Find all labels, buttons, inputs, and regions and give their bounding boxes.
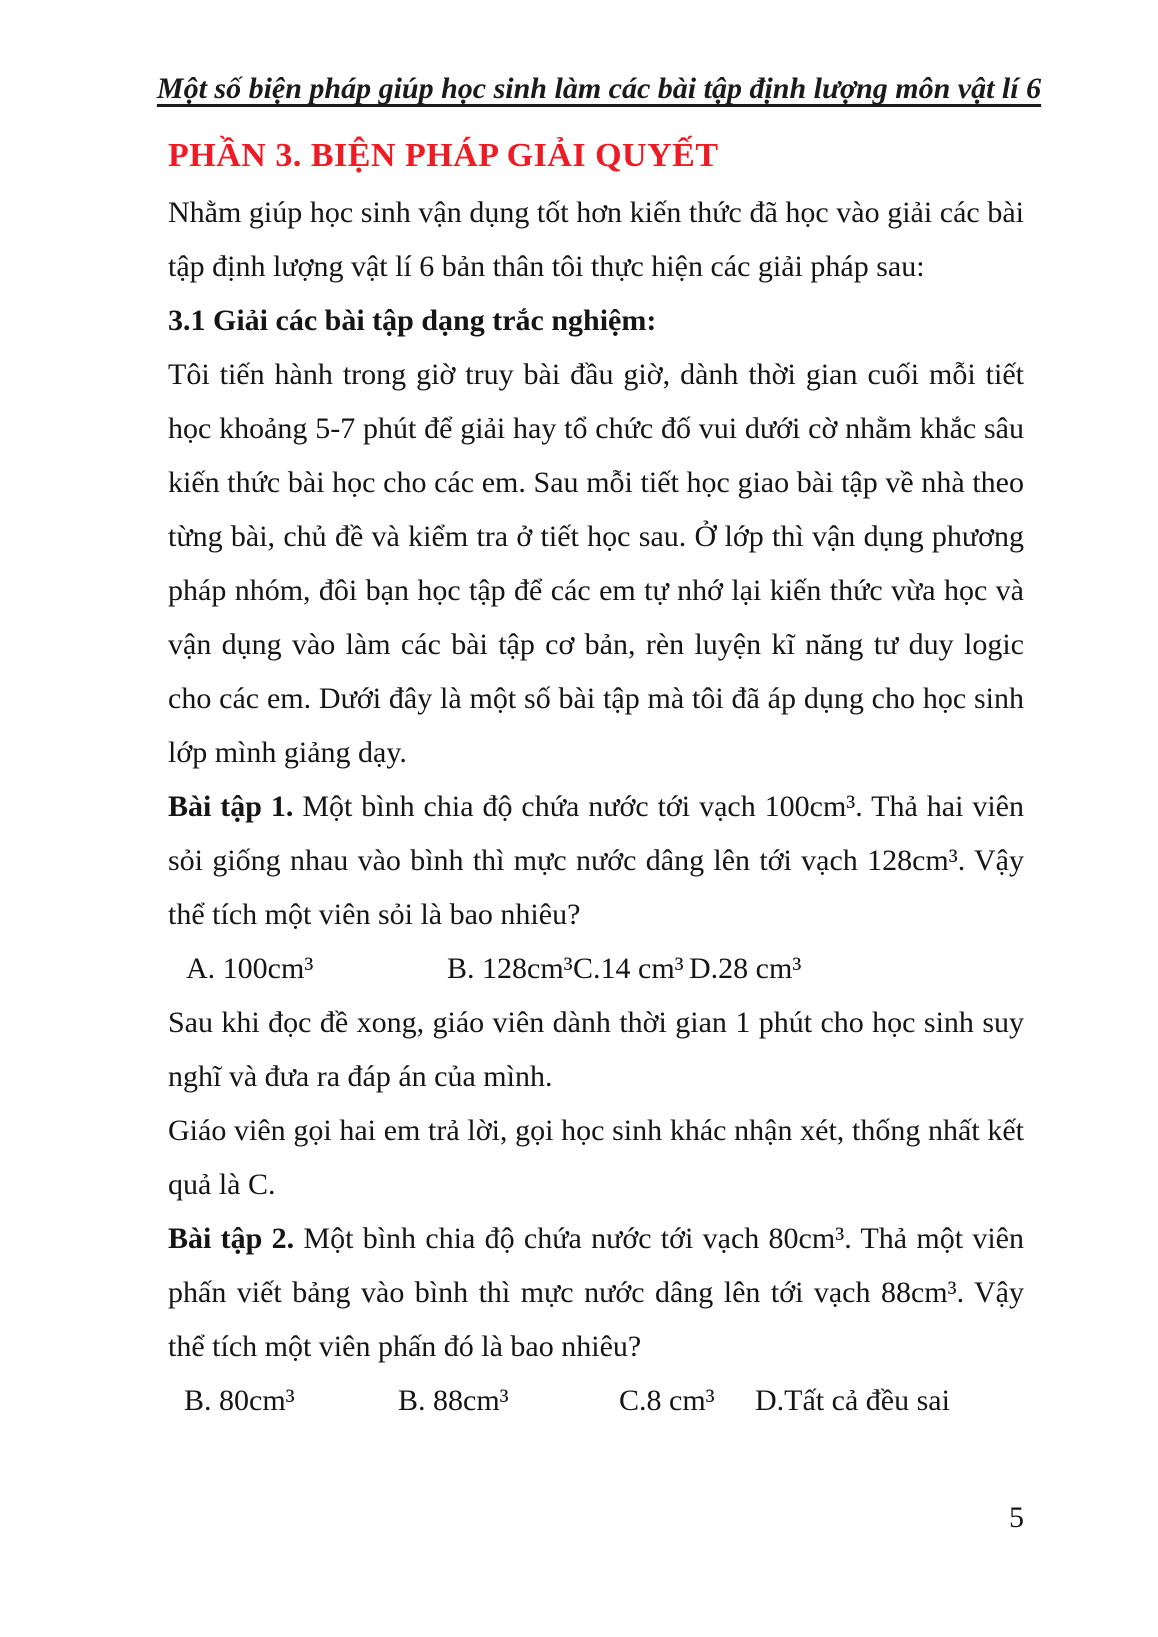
exercise1-text: Một bình chia độ chứa nước tới vạch 100cm³. Thả hai viên sỏi giống nhau vào bình thì mực nước dâng lên tới vạch 128cm³. Vậy thể tích một viên sỏi là bao nhiêu?	[168, 790, 1024, 931]
exercise1-option-a: A. 100cm³	[186, 952, 314, 985]
exercise1-followup-paragraph-1: Sau khi đọc đề xong, giáo viên dành thời gian 1 phút cho học sinh suy nghĩ và đưa ra đáp án của mình.	[168, 1006, 1024, 1093]
exercise1-option-c: C.14 cm³	[573, 952, 684, 985]
exercise1-option-d: D.28 cm³	[689, 952, 802, 985]
section-heading: PHẦN 3. BIỆN PHÁP GIẢI QUYẾT	[168, 137, 719, 174]
exercise1-option-b: B. 128cm³	[447, 952, 573, 985]
subsection-heading: 3.1 Giải các bài tập dạng trắc nghiệm:	[168, 304, 657, 337]
exercise2-option-a: B. 80cm³	[184, 1384, 295, 1417]
exercise2-option-d: D.Tất cả đều sai	[755, 1384, 950, 1417]
exercise2-options-row	[0, 1374, 1158, 1428]
method-paragraph: Tôi tiến hành trong giờ truy bài đầu giờ, dành thời gian cuối mỗi tiết học khoảng 5-7 phút để giải hay tổ chức đố vui dưới cờ nhằm khắc sâu kiến thức bài học cho các em. Sau mỗi tiết học giao bài tập về nhà theo từng bài, chủ đề và kiểm tra ở tiết học sau. Ở lớp thì vận dụng phương pháp nhóm, đôi bạn học tập để các em tự nhớ lại kiến thức vừa học và vận dụng vào làm các bài tập cơ bản, rèn luyện kĩ năng tư duy logic cho các em. Dưới đây là một số bài tập mà tôi đã áp dụng cho học sinh lớp mình giảng dạy.	[168, 358, 1024, 769]
exercise1-options-row	[0, 942, 1158, 996]
exercise1-paragraph	[168, 780, 1024, 942]
intro-paragraph: Nhằm giúp học sinh vận dụng tốt hơn kiến thức đã học vào giải các bài tập định lượng vật lí 6 bản thân tôi thực hiện các giải pháp sau:	[168, 196, 1024, 283]
exercise2-option-c: C.8 cm³	[619, 1384, 715, 1417]
page-number: 5	[1009, 1501, 1024, 1534]
exercise1-followup-paragraph-2: Giáo viên gọi hai em trả lời, gọi học sinh khác nhận xét, thống nhất kết quả là C.	[168, 1114, 1024, 1201]
exercise2-option-b: B. 88cm³	[398, 1384, 509, 1417]
exercise2-text: Một bình chia độ chứa nước tới vạch 80cm³. Thả một viên phấn viết bảng vào bình thì mực nước dâng lên tới vạch 88cm³. Vậy thể tích một viên phấn đó là bao nhiêu?	[168, 1222, 1024, 1363]
exercise1-label: Bài tập 1.	[168, 790, 294, 823]
running-header-title: Một số biện pháp giúp học sinh làm các bài tập định lượng môn vật lí 6	[156, 72, 1042, 105]
exercise2-label: Bài tập 2.	[168, 1222, 295, 1255]
exercise2-paragraph	[168, 1212, 1024, 1374]
